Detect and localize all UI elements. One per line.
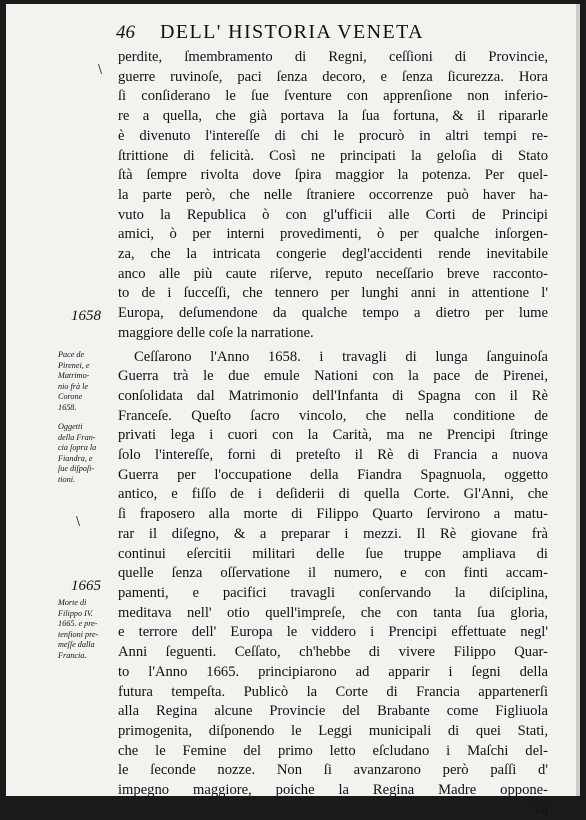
- text-line: rar il diſegno, & a preparar i mezzi. Il Rè giovane frà: [118, 525, 548, 542]
- text-line: ſi fraposero alla morte di Filippo Quarto ſervirono a matu-: [118, 506, 548, 523]
- book-page: [6, 4, 580, 818]
- text-line: pamenti, e pacifici travagli conſervando la diſciplina,: [118, 584, 548, 601]
- text-line: Europa, deſumendone da qualche tempo a dietro per lume: [118, 305, 548, 322]
- margin-year: 1658: [71, 308, 101, 324]
- text-line: meditava nell' otio quell'impreſe, che con tanta ſua gloria,: [118, 604, 548, 621]
- text-line: anco alle più caute riſerve, reputo neceſſario breve racconto-: [118, 265, 548, 282]
- text-line: to l'Anno 1665. principiarono ad apparir i ſegni della: [118, 663, 548, 680]
- margin-note-line: Corone: [58, 392, 83, 402]
- text-line: Franceſe. Queſto ſacro vincolo, che nella conditione de: [118, 407, 548, 424]
- text-line: maggiore delle coſe la narratione.: [118, 324, 314, 341]
- margin-year: 1665: [71, 578, 101, 594]
- margin-note: [58, 422, 112, 486]
- text-line: e terrore dell' Europa le viddero i Prencipi effettuate negl': [118, 624, 548, 641]
- margin-note-line: tenſioni pre-: [58, 629, 99, 639]
- page-header: [116, 20, 556, 48]
- text-line: primogenita, diſponendo le Leggi municipali di quei Stati,: [118, 722, 548, 739]
- text-line: perdite, ſmembramento di Regni, ceſſioni di Provincie,: [118, 49, 548, 65]
- text-line: to de i ſucceſſi, che tennero per lunghi anni in attentione l': [118, 285, 548, 302]
- body-text: [118, 48, 548, 820]
- text-line: ſtà ſempre rivolta dove ſpira maggior la potenza. Per quel-: [118, 167, 548, 184]
- margin-note-line: Fiandra, e: [58, 453, 93, 463]
- catchword: va: [534, 801, 548, 818]
- text-line: ſtrittione di felicità. Così ne principati la geloſia di Stato: [118, 147, 548, 164]
- margin-note-line: tioni.: [58, 474, 76, 484]
- running-title: DELL' HISTORIA VENETA: [160, 21, 424, 43]
- text-line: Ceſſarono l'Anno 1658. i travagli di lunga ſanguinoſa: [134, 348, 548, 365]
- margin-note-line: cia ſopra la: [58, 443, 97, 453]
- text-line: è divenuto l'intereſſe di chi le procurò in altri tempi re-: [118, 127, 548, 144]
- margin-note-line: Pirenei, e: [58, 360, 90, 370]
- margin-note-line: Francia.: [58, 650, 87, 660]
- margin-note-line: meſſe dalla: [58, 640, 95, 650]
- margin-note: [58, 598, 112, 662]
- text-line: alla Regina alcune Provincie del Brabante come Figliuola: [118, 703, 548, 720]
- margin-note: [58, 350, 112, 414]
- text-line: antico, e fiſſo de i deſiderii di quella Corte. Gl'Anni, che: [118, 486, 548, 503]
- text-line: Guerra trà le due emule Nationi con la pace de Pirenei,: [118, 368, 548, 385]
- text-line: za, che la intricata congerie degl'accidenti rende inevitabile: [118, 246, 548, 263]
- text-line: le ſeconde nozze. Non ſi avanzarono però paſſi d': [118, 762, 548, 779]
- margin-mark: \: [76, 514, 81, 528]
- text-line: la parte però, che nelle ſtraniere occorrenze può haver ha-: [118, 186, 548, 203]
- margin-note-line: della Fran-: [58, 432, 96, 442]
- margin-note-line: Oggetti: [58, 422, 83, 431]
- text-line: conſolidata dal Matrimonio dell'Infanta di Spagna con il Rè: [118, 387, 548, 404]
- text-line: futura tempeſta. Publicò la Corte di Francia appartenerſi: [118, 683, 548, 700]
- text-line: guerre ruvinoſe, paci ſenza decoro, e ſenza ſicurezza. Hora: [118, 68, 548, 85]
- text-line: che le Femine del primo letto eſcludano i Maſchi del-: [118, 742, 548, 759]
- text-line: continui eſercitii militari delle ſue truppe ampliava di: [118, 545, 548, 562]
- text-line: quelle ſenza oſſervatione il numero, e con finti accam-: [118, 565, 548, 582]
- text-line: amici, ò per interni provedimenti, ò per qualche inſorgen-: [118, 226, 548, 243]
- margin-mark: \: [98, 62, 103, 76]
- page-edge: [576, 4, 580, 796]
- margin-note-line: Matrimo-: [58, 371, 90, 381]
- margin-note-line: Pace de: [58, 350, 85, 359]
- margin-note-line: nio frà le: [58, 381, 89, 391]
- text-line: vuto la Republica ò con gl'ufficii alle Corti de Principi: [118, 206, 548, 223]
- text-line: ſi conſiderano le ſue ſventure con apprenſione non inferio-: [118, 88, 548, 105]
- margin-note-line: Morte di: [58, 598, 87, 607]
- margin-note-line: 1658.: [58, 402, 77, 412]
- margin-note-line: Filippo IV.: [58, 608, 93, 618]
- text-line: privati lega i cuori con la Carità, ma ne Prencipi ſtringe: [118, 427, 548, 444]
- page-number: 46: [116, 22, 135, 43]
- text-line: impegno maggiore, poiche la Regina Madre oppone-: [118, 782, 548, 799]
- margin-note-line: 1665. e pre-: [58, 619, 98, 629]
- text-line: re a quella, che già portava la ſua fortuna, & il ripararle: [118, 108, 548, 125]
- text-line: Anni ſeguenti. Ceſſato, ch'hebbe di vivere Filippo Quar-: [118, 644, 548, 661]
- margin-note-line: ſue diſpoſi-: [58, 464, 95, 474]
- text-line: Guerra per l'occupatione della Fiandra Spagnuola, oggetto: [118, 466, 548, 483]
- text-line: ſolo l'intereſſe, forni di preteſto il Rè di Francia a nuova: [118, 447, 548, 464]
